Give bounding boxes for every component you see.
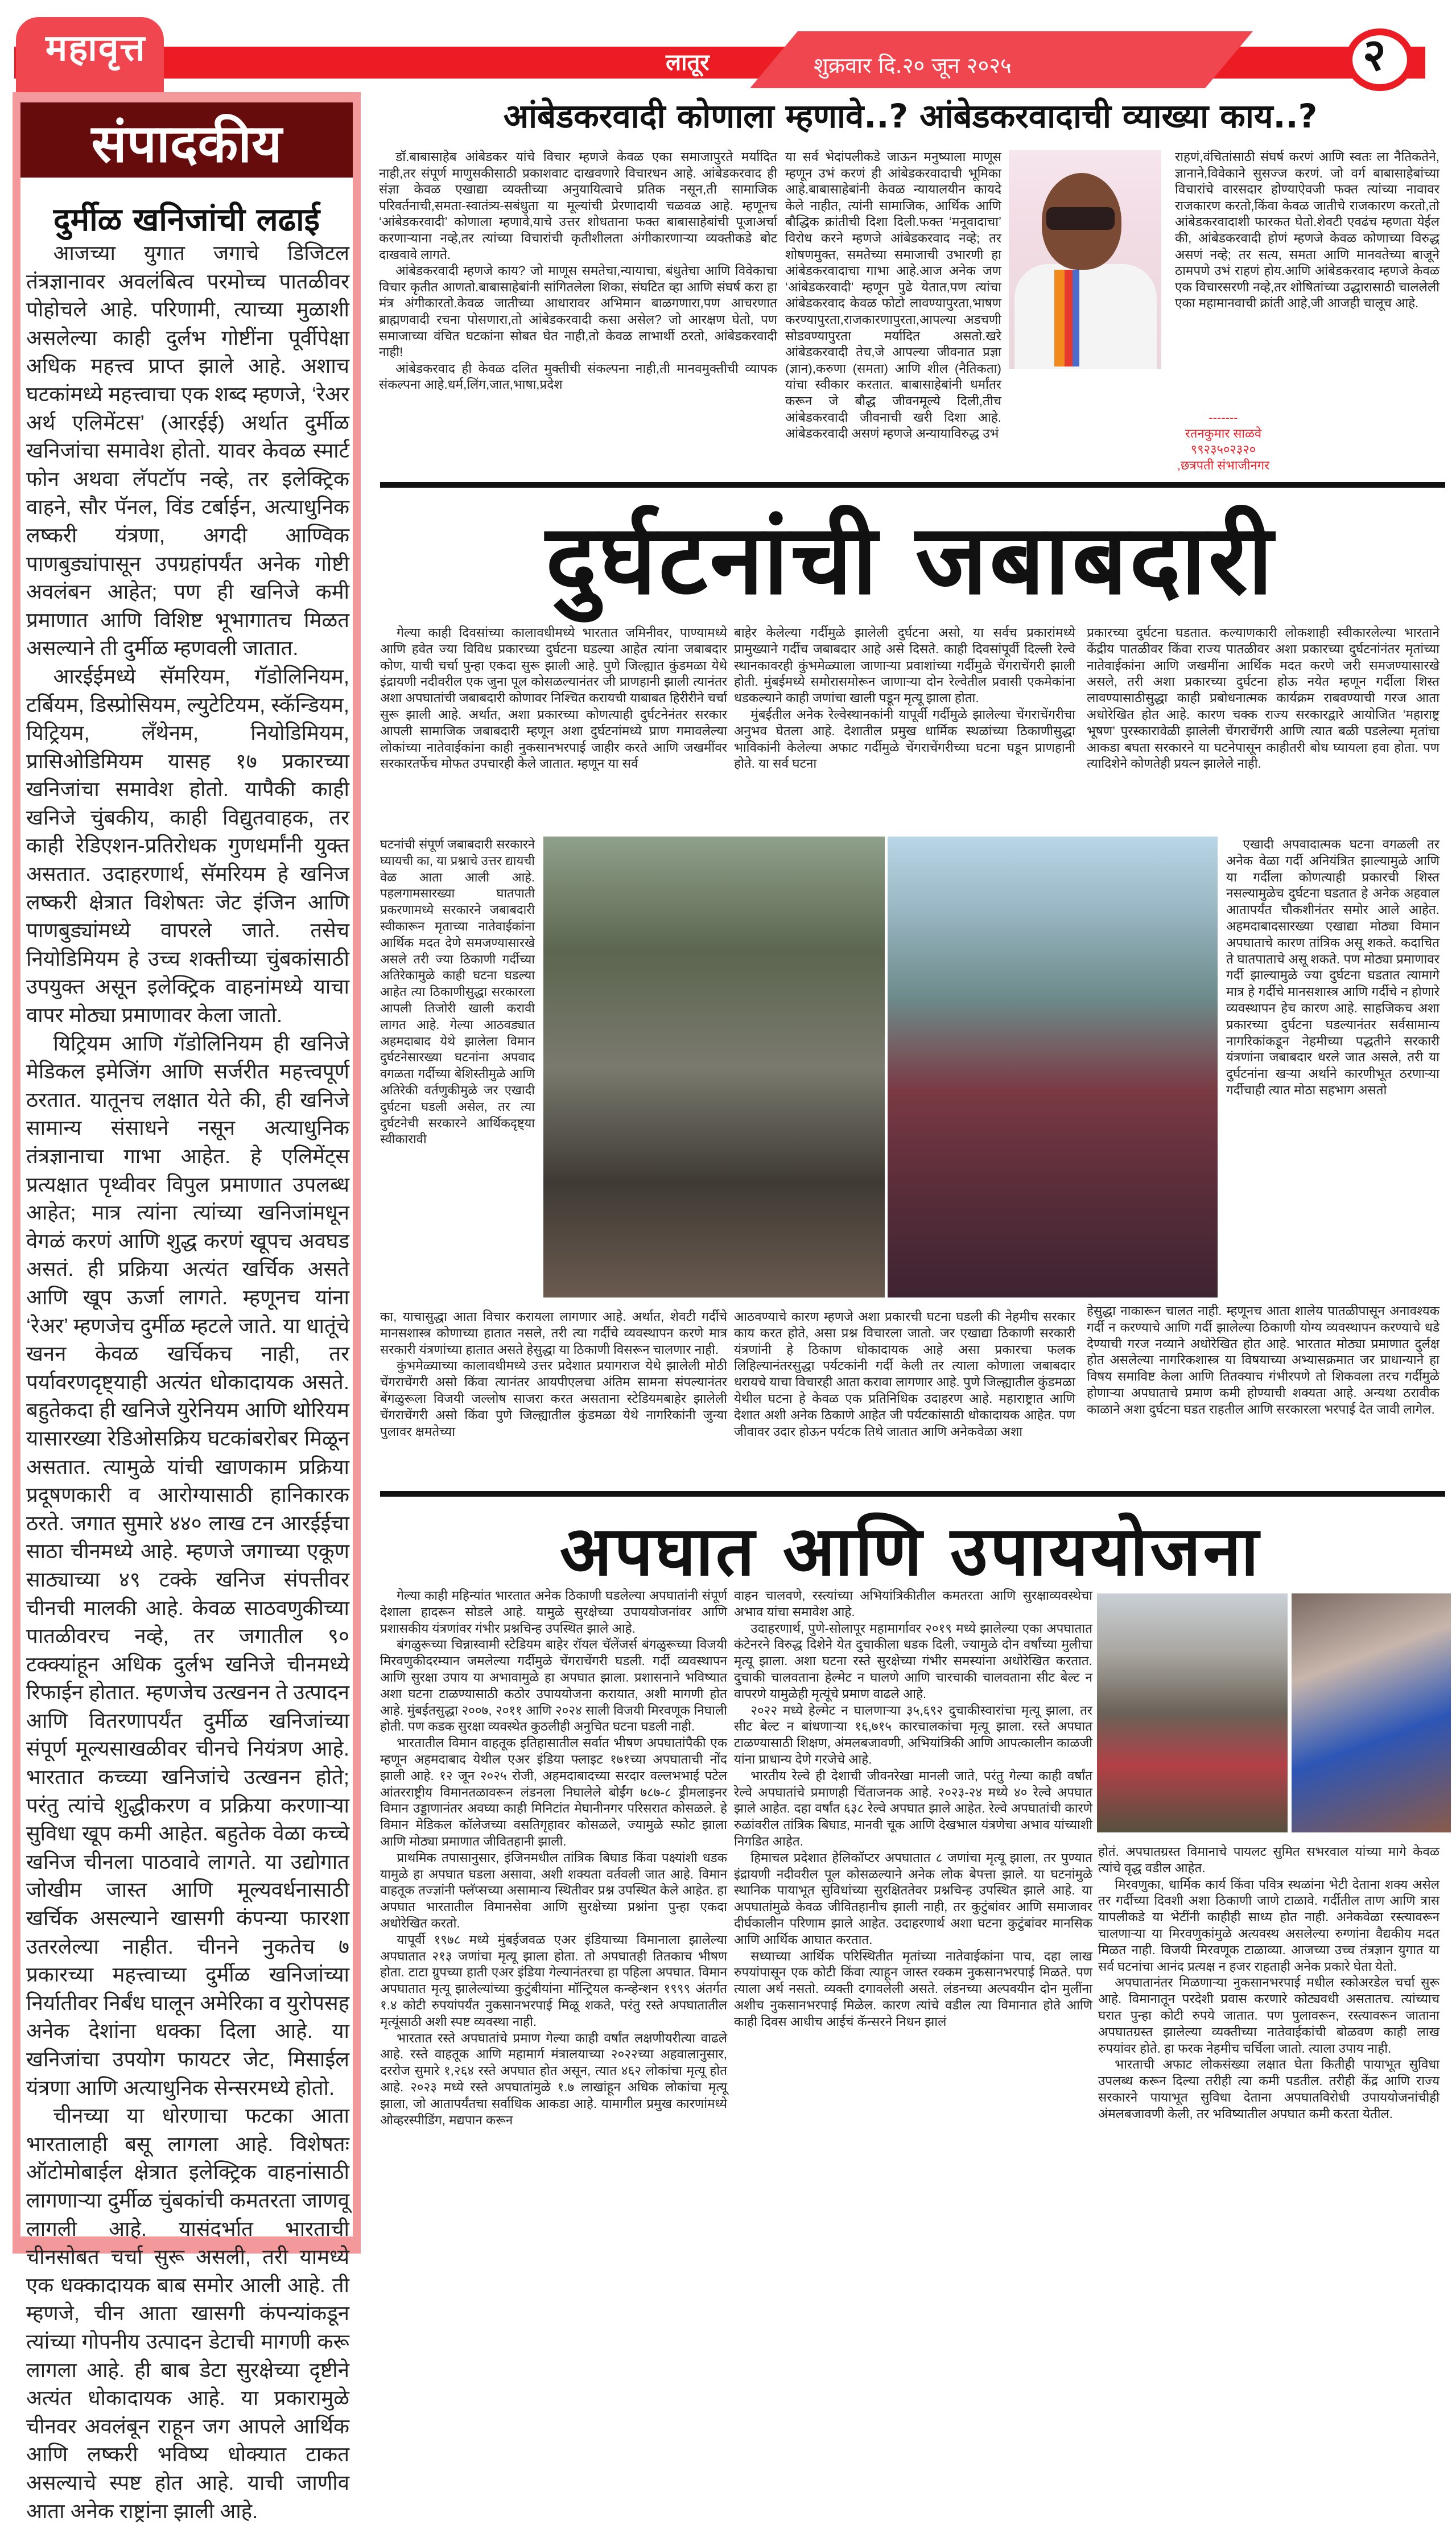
article-ambedkar-column-3 [1175,149,1439,312]
paragraph: कुंभमेळ्याच्या कालावधीमध्ये उत्तर प्रदेशात प्रयागराज येथे झालेली मोठी चेंगराचेंगरी असो किंवा त्यानंतर आयपीएलचा अंतिम सामना संपल्यानंतर बेंगळुरूला विजयी जल्लोष साजरा करत असताना स्टेडियमबाहेर झालेली चेंगराचेंगरी असो किंवा पुणे जिल्ह्यातील कुंडमळा येथे नागरिकांनी जुन्या पुलावर क्षमतेच्या [380,1358,727,1439]
kumbh-crowd-photo [888,837,1218,1297]
paragraph: घटनांची संपूर्ण जबाबदारी सरकारने घ्यायची का, या प्रश्नाचे उत्तर द्यायची वेळ आता आली आहे. पहलगामसारख्या घातपाती प्रकरणामध्ये सरकारने जबाबदारी स्वीकारून मृताच्या नातेवाईकांना आर्थिक मदत देणे समजण्यासारखे असले तरी ज्या ठिकाणी गर्दीच्या अतिरेकामुळे काही घटना घडल्या आहेत त्या ठिकाणीसुद्धा सरकारला आपली तिजोरी खाली करावी लागत आहे. गेल्या आठवड्यात अहमदाबाद येथे झालेला विमान दुर्घटनेसारख्या घटनांना अपवाद वगळता गर्दीच्या बेशिस्तीमुळे आणि अतिरेकी वर्तणुकीमुळे जर एखादी दुर्घटना घडली असेल, तर त्या दुर्घटनेची सरकारने आर्थिकदृष्ट्या स्वीकारावी [380,837,535,1147]
section-divider [380,482,1445,488]
paragraph: हेसुद्धा नाकारून चालत नाही. म्हणूनच आता शालेय पातळीपासून अनावश्यक गर्दी न करण्याचे आणि गर्दी झालेल्या ठिकाणी योग्य व्यवस्थापन करण्याचे धडे देण्याची गरज नव्याने अधोरेखित होत आहे. भारतात मोठ्या प्रमाणात दुर्लक्ष होत असलेल्या नागरिकशास्त्र या विषयाच्या अभ्यासक्रमात जर प्राधान्याने हा विषय समाविष्ट केला आणि तितक्याच गंभीरपणे तो शिकवला तरच गर्दीमुळे होणाऱ्या अपघाताचे प्रमाण कमी होण्याची शक्यता आहे. अन्यथा ठरावीक काळाने अशा दुर्घटना घडत राहतील आणि सरकारला भरपाई देत जावी लागेल. [1087,1304,1439,1416]
author-place: ,छत्रपती संभाजीनगर [1177,458,1270,472]
paragraph: भारतात रस्ते अपघातांचे प्रमाण गेल्या काही वर्षांत लक्षणीयरीत्या वाढले आहे. रस्ते वाहतूक आणि महामार्ग मंत्रालयाच्या २०२२च्या अहवालानुसार, दररोज सुमारे १,२६४ रस्ते अपघात होत असून, त्यात ४६२ लोकांचा मृत्यू होत आहे. २०२३ मध्ये रस्ते अपघातांमुळे १.७ लाखांहून अधिक लोकांचा मृत्यू झाला, जो आतापर्यंतचा सर्वाधिक आकडा आहे. यामागील प्रमुख कारणांमध्ये ओव्हरस्पीडिंग, मद्यपान करून [380,2030,727,2127]
paragraph: का, याचासुद्धा आता विचार करायला लागणार आहे. अर्थात, शेवटी गर्दीचे मानसशास्त्र कोणाच्या हातात नसले, तरी त्या गर्दीचे व्यवस्थापन करणे मात्र सरकारी यंत्रणांच्या हातात असते हेसुद्धा या ठिकाणी विसरून चालणार नाही. [380,1309,727,1357]
article-ambedkar-column-1 [379,149,777,393]
paragraph: होतं. अपघातग्रस्त विमानाचे पायलट सुमित सभरवाल यांच्या मागे केवळ त्यांचे वृद्ध वडील आहेत. [1098,1844,1439,1875]
paragraph: भारतातील विमान वाहतूक इतिहासातील सर्वात भीषण अपघातांपैकी एक म्हणून अहमदाबाद येथील एअर इंडिया फ्लाइट १७१च्या अपघाताची नोंद झाली आहे. १२ जून २०२५ रोजी, अहमदाबादच्या सरदार वल्लभभाई पटेल आंतरराष्ट्रीय विमानतळावरून लंडनला निघालेले बोईंग ७८७-८ ड्रीमलाइनर विमान उड्डाणानंतर अवघ्या काही मिनिटांत मेघानीनगर परिसरात कोसळले. हे विमान मेडिकल कॉलेजच्या वसतिगृहावर कोसळले, ज्यामुळे स्फोट झाला आणि मोठ्या प्रमाणात जीवितहानी झाली. [380,1736,727,1848]
paragraph: हिमाचल प्रदेशात हेलिकॉप्टर अपघातात ८ जणांचा मृत्यू झाला, तर पुण्यात इंद्रायणी नदीवरील पूल कोसळल्याने अनेक लोक बेपत्ता झाले. या घटनांमुळे स्थानिक पायाभूत सुविधांच्या सुरक्षिततेवर प्रश्नचिन्ह उपस्थित झाले आहे. या अपघातांमुळे केवळ जीवितहानीच झाली नाही, तर कुटुंबांवर आणि समाजावर दीर्घकालीन परिणाम झाले आहेत. उदाहरणार्थ अशा घटना कुटुंबांवर मानसिक आणि आर्थिक आघात करतात. [734,1850,1092,1947]
paragraph: उदाहरणार्थ, पुणे-सोलापूर महामार्गावर २०१९ मध्ये झालेल्या एका अपघातात कंटेनरने विरुद्ध दिशेने येत दुचाकीला धडक दिली, ज्यामुळे दोन वर्षांच्या मुलीचा मृत्यू झाला. अशा घटना रस्ते सुरक्षेच्या गंभीर समस्यांना अधोरेखित करतात. दुचाकी चालवताना हेल्मेट न घालणे आणि चारचाकी चालवताना सीट बेल्ट न वापरणे यामुळेही मृत्यूंचे प्रमाण वाढले आहे. [734,1621,1092,1701]
author-credit [1166,410,1280,473]
article-responsibility-column-2-bottom [734,1309,1075,1440]
bridge-collapse-photo [543,837,885,1297]
paragraph: २०२२ मध्ये हेल्मेट न घालणाऱ्या ३५,६९२ दुचाकीस्वारांचा मृत्यू झाला, तर सीट बेल्ट न बांधणाऱ्या १६,७१५ कारचालकांचा मृत्यू झाला. रस्ते अपघात टाळण्यासाठी शिक्षण, अंमलबजावणी, अभियांत्रिकी आणि आपत्कालीन काळजी यांना प्राधान्य देणे गरजेचे आहे. [734,1703,1092,1766]
paragraph: वाहन चालवणे, रस्त्यांच्या अभियांत्रिकीतील कमतरता आणि सुरक्षाव्यवस्थेचा अभाव यांचा समावेश आहे. [734,1588,1092,1619]
editorial-paragraph: आरईईमध्ये सॅमरियम, गॅडोलिनियम, टर्बियम, डिस्प्रोसियम, ल्युटेटियम, स्कॅन्डियम, यिट्रियम, लॅंथेनम, नियोडिमियम, प्रासिओडिमियम यासह १७ प्रकारच्या खनिजांचा समावेश होतो. यापैकी काही खनिजे चुंबकीय, काही विद्युतवाहक, तर काही रेडिएशन-प्रतिरोधक गुणधर्मांनी युक्त असतात. उदाहरणार्थ, सॅमरियम हे खनिज लष्करी क्षेत्रात विशेषतः जेट इंजिन आणि पाणबुड्यांमध्ये वापरले जाते. तसेच नियोडिमियम हे उच्च शक्तीच्या चुंबकांसाठी उपयुक्त असून इलेक्ट्रिक वाहनांमध्ये याचा वापर मोठ्या प्रमाणावर केला जातो. [26,664,349,1027]
paragraph: सध्याच्या आर्थिक परिस्थितीत मृतांच्या नातेवाईकांना पाच, दहा लाख रुपयांपासून एक कोटी किंवा त्याहून जास्त रक्कम नुकसानभरपाई मिळते. पण त्याला अर्थ नसतो. व्यक्ती दगावलेली असते. लंडनच्या अल्पवयीन दोन मुलींना अशीच नुकसानभरपाई मिळेल. कारण त्यांचे वडील त्या विमानात होते आणि काही दिवस आधीच आईचं कॅन्सरने निधन झालं [734,1949,1092,2029]
paragraph: अपघातानंतर मिळणाऱ्या नुकसानभरपाई मधील स्कोअरडेल चर्चा सुरू आहे. विमानातून परदेशी प्रवास करणारे कोट्यवधी असतातच. त्यांच्याच घरात पुन्हा कोटी रुपये जातात. पण पुलावरून, रस्त्यावरून जाताना अपघातग्रस्त झालेल्या व्यक्तीच्या नातेवाईकांची बोळवण काही लाख रुपयांवर होते. हा फरक नेहमीच चर्चिला जातो. त्याला उपाय नाही. [1098,1975,1439,2056]
paragraph: आंबेडकरवाद ही केवळ दलित मुक्तीची संकल्पना नाही,ती मानवमुक्तीची व्यापक संकल्पना आहे.धर्म,लिंग,जात,भाषा,प्रदेश [379,361,777,392]
newspaper-logo: महावृत्त [46,27,146,69]
article-responsibility-headline: दुर्घटनांची जबाबदारी [545,504,1276,616]
paragraph: या सर्व भेदांपलीकडे जाऊन मनुष्याला माणूस म्हणून उभं करणं ही आंबेडकरवादाची भूमिका आहे.बाबासाहेबांनी केवळ न्यायालयीन कायदे केले नाहीत, त्यांनी सामाजिक, आर्थिक आणि बौद्धिक क्रांतीची दिशा दिली.फक्त ‘मनूवादाचा’ विरोध करने म्हणजे आंबेडकरवाद नव्हे; तर शोषणमुक्त, समतेच्या समाजाची उभारणी हा आंबेडकरवादाचा गाभा आहे.आज अनेक जण ‘आंबेडकरवादी’ म्हणून पुढे येतात,पण त्यांचा आंबेडकरवाद केवळ फोटो लावण्यापुरता,भाषण करण्यापुरता,राजकारणापुरता,आपल्या अडचणी सोडवण्यापुरता मर्यादित असतो.खरे आंबेडकरवादी तेच,जे आपल्या जीवनात प्रज्ञा (ज्ञान),करुणा (समता) आणि शील (नैतिकता) यांचा स्वीकार करतात. बाबासाहेबांनी धर्मांतर करून जे बौद्ध जीवनमूल्ये दिली,तीच आंबेडकरवादी जीवनाची खरी दिशा आहे. आंबेडकरवादी असणं म्हणजे अन्यायाविरुद्ध उभं [785,150,1001,441]
page-number: २ [1363,30,1386,81]
separator-dashes: ------- [1208,410,1238,425]
editorial-section-label: संपादकीय [91,113,282,174]
edition-city: लातूर [666,50,710,76]
paragraph: आंबेडकरवादी म्हणजे काय? जो माणूस समतेचा,न्यायाचा, बंधुतेचा आणि विवेकाचा विचार कृतीत आणतो.बाबासाहेबांनी सांगितलेला शिका, संघटित व्हा आणि संघर्ष करा हा मंत्र अंगीकारतो.केवळ जातीच्या आधारावर अभिमान बाळगणारा,पण आचरणात ब्राह्मणवादी रचना पोसणारा,तो आंबेडकरवादी कसा असेल? जो आरक्षण घेतो, पण समाजाच्या वंचित घटकांना सोबत घेत नाही,तो केवळ लाभार्थी ठरतो, आंबेडकरवादी नाही! [379,263,777,360]
author-phone: ९९२३५०२३२० [1190,442,1256,456]
article-responsibility-column-3-top [1087,625,1439,772]
paragraph: यापूर्वी १९७८ मध्ये मुंबईजवळ एअर इंडियाच्या विमानाला झालेल्या अपघातात २१३ जणांचा मृत्यू झाला होता. तो अपघातही तितकाच भीषण होता. टाटा ग्रुपच्या हाती एअर इंडिया गेल्यानंतरचा हा पहिला अपघात. विमान अपघातात मृत्यू झालेल्यांच्या कुटुंबीयांना मॉन्ट्रियल कन्व्हेन्शन १९९९ अंतर्गत १.४ कोटी रुपयांपर्यंत नुकसानभरपाई मिळू शकते, परंतु रस्ते अपघातातील मृत्यूंसाठी अशी स्पष्ट व्यवस्था नाही. [380,1932,727,2029]
paragraph: एखादी अपवादात्मक घटना वगळली तर अनेक वेळा गर्दी अनियंत्रित झाल्यामुळे आणि या गर्दीला कोणत्याही प्रकारची शिस्त नसल्यामुळेच दुर्घटना घडतात हे अनेक अहवाल आतापर्यंत चौकशीनंतर समोर आले आहेत. अहमदाबादसारख्या एखाद्या मोठ्या विमान अपघाताचे कारण तांत्रिक असू शकते. कदाचित ते घातपाताचे असू शकते. पण मोठ्या प्रमाणावर गर्दी झाल्यामुळे ज्या दुर्घटना घडतात त्यामागे मात्र हे गर्दीचे मानसशास्त्र आणि गर्दीचे न होणारे व्यवस्थापन हेच कारण आहे. साहजिकच अशा प्रकारच्या दुर्घटना घडल्यानंतर सर्वसामान्य नागरिकांकडून नेहमीच्या पद्धतीने सरकारी यंत्रणांना जबाबदार धरले जात असले, तरी या दुर्घटनांना खऱ्या अर्थाने कारणीभूत ठरणाऱ्या गर्दीचाही त्यात मोठा सहभाग असतो [1226,837,1439,1097]
paragraph: प्राथमिक तपासानुसार, इंजिनमधील तांत्रिक बिघाड किंवा पक्ष्यांशी धडक यामुळे हा अपघात घडला असावा, अशी शक्यता वर्तवली जात आहे. विमान वाहतूक तज्ज्ञांनी फ्लॅप्सच्या असामान्य स्थितीवर प्रश्न उपस्थित केले आहेत. हा अपघात भारतातील विमानसेवा आणि सुरक्षेच्या प्रश्नांना पुन्हा एकदा अधोरेखित करतो. [380,1850,727,1930]
article-accidents-column-3 [1098,1844,1439,2123]
editorial-headline: दुर्मीळ खनिजांची लढाई [53,201,320,238]
editorial-body [26,239,349,2525]
author-name: रतनकुमार साळवे [1185,426,1262,440]
paragraph: बंगळुरूच्या चिन्नास्वामी स्टेडियम बाहेर रॉयल चॅलेंजर्स बंगळुरूच्या विजयी मिरवणुकीदरम्यान जमलेल्या गर्दीमुळे चेंगराचेंगरी घडली. गर्दी व्यवस्थापन आणि सुरक्षा उपाय या अभावामुळे हा अपघात झाला. प्रशासनाने भविष्यात अशा घटना टाळण्यासाठी कठोर उपाययोजना करायात, अशी मागणी होत आहे. मुंबईतसुद्धा २००७, २०११ आणि २०२४ साली विजयी मिरवणूक निघाली होती. पण कडक सुरक्षा व्यवस्थेत कुठलीही अनुचित घटना घडली नाही. [380,1637,727,1734]
article-responsibility-column-2-top [734,625,1075,772]
paragraph: डॉ.बाबासाहेब आंबेडकर यांचे विचार म्हणजे केवळ एका समाजापुरते मर्यादित नाही,तर संपूर्ण माणुसकीसाठी प्रकाशवाट दाखवणारे विचारधन आहे. आंबेडकरवाद ही संज्ञा केवळ एखाद्या व्यक्तीच्या अनुयायित्वाचे प्रतिक नसून,ती सामाजिक परिवर्तनाची,समता-स्वातंत्र्य-सबंधुता या मूल्यांची प्रेरणादायी चळवळ आहे. म्हणूनच ‘आंबेडकरवादी’ कोणाला म्हणावे,याचे उत्तर शोधताना फक्त बाबासाहेबांची पूजाअर्चा करणाऱ्याना नव्हे,तर त्यांच्या विचारांची कृतीशीलता अंगीकारणाऱ्या व्यक्तीकडे बोट दाखवावे लागते. [379,150,777,262]
article-accidents-column-2 [734,1588,1092,2030]
paragraph: गेल्या काही महिन्यांत भारतात अनेक ठिकाणी घडलेल्या अपघातांनी संपूर्ण देशाला हादरून सोडले आहे. यामुळे सुरक्षेच्या उपाययोजनांवर आणि प्रशासकीय यंत्रणांवर गंभीर प्रश्नचिन्ह उपस्थित झाले आहे. [380,1588,727,1636]
paragraph: आठवण्याचे कारण म्हणजे अशा प्रकारची घटना घडली की नेहमीच सरकार काय करत होते, असा प्रश्न विचारला जातो. जर एखाद्या ठिकाणी सरकारी यंत्रणांनी हे ठिकाण धोकादायक आहे असा प्रकारचा फलक लिहिल्यानंतरसुद्धा पर्यटकांनी गर्दी केली तर त्याला कोणाला जबाबदार धरायचे याचा विचारही आता करावा लागणार आहे. पुणे जिल्ह्यातील कुंडमळा येथील घटना हे केवळ एक प्रतिनिधिक उदाहरण आहे. महाराष्ट्रात आणि देशात अशी अनेक ठिकाणे आहेत जी पर्यटकांसाठी धोकादायक आहेत. पण जीवावर उदार होऊन पर्यटक तिथे जातात आणि अनेकवेळा अशा [734,1309,1075,1439]
paragraph: भारतीय रेल्वे ही देशाची जीवनरेखा मानली जाते, परंतु गेल्या काही वर्षांत रेल्वे अपघातांचे प्रमाणही चिंताजनक आहे. २०२३-२४ मध्ये ४० रेल्वे अपघात झाले आहेत. दहा वर्षांत ६३८ रेल्वे अपघात झाले आहेत. रेल्वे अपघातांची कारणे रुळांवरील तांत्रिक बिघाड, मानवी चूक आणि देखभाल यंत्रणेचा अभाव यांच्याशी निगडित आहेत. [734,1768,1092,1848]
issue-date: शुक्रवार दि.२० जून २०२५ [814,53,1012,78]
editorial-paragraph: आजच्या युगात जगाचे डिजिटल तंत्रज्ञानावर अवलंबित्व परमोच्च पातळीवर पोहोचले आहे. परिणामी, त्याच्या मुळाशी असलेल्या काही दुर्लभ गोष्टींना पूर्वीपेक्षा अधिक महत्त्व प्राप्त झाले आहे. अशाच घटकांमध्ये महत्त्वाचा एक शब्द म्हणजे, ‘रेअर अर्थ एलिमेंटस’ (आरईई) अर्थात दुर्मीळ खनिजांचा समावेश होतो. यावर केवळ स्मार्ट फोन अथवा लॅपटॉप नव्हे, तर इलेक्ट्रिक वाहने, सौर पॅनल, विंड टर्बाईन, अत्याधुनिक लष्करी यंत्रणा, अगदी आण्विक पाणबुड्यांपासून उपग्रहांपर्यंत अनेक गोष्टी अवलंबन आहेत; पण ही खनिजे कमी प्रमाणात आणि विशिष्ट भूभागातच मिळत असल्याने ती दुर्मीळ म्हणवली जातात. [26,241,349,660]
editorial-paragraph: यिट्रियम आणि गॅडोलिनियम ही खनिजे मेडिकल इमेजिंग आणि सर्जरीत महत्त्वपूर्ण ठरतात. यातूनच लक्षात येते की, ही खनिजे सामान्य संसाधने नसून अत्याधुनिक तंत्रज्ञानाचा गाभा आहेत. हे एलिमेंट्स प्रत्यक्षात पृथ्वीवर विपुल प्रमाणात उपलब्ध आहेत; मात्र त्यांना त्यांच्या खनिजांमधून वेगळं करणं आणि शुद्ध करणं खूपच अवघड असतं. ही प्रक्रिया अत्यंत खर्चिक असते आणि खूप ऊर्जा लागते. म्हणूनच यांना ‘रेअर’ म्हणजेच दुर्मीळ म्हटले जाते. या धातूंचे खनन केवळ खर्चिकच नाही, तर पर्यावरणदृष्ट्याही अत्यंत धोकादायक असते. बहुतेकदा ही खनिजे युरेनियम आणि थोरियम यासारख्या रेडिओसक्रिय घटकांबरोबर मिळून असतात. त्यामुळे यांची खाणकाम प्रक्रिया प्रदूषणकारी व आरोग्यासाठी हानिकारक ठरते. जगात सुमारे ४४० लाख टन आरईईचा साठा चीनमध्ये आहे. म्हणजे जगाच्या एकूण साठ्याच्या ४९ टक्के खनिज संपत्तीवर चीनची मालकी आहे. केवळ साठवणुकीच्या पातळीवरच नव्हे, तर जगातील ९० टक्क्यांहून अधिक दुर्लभ खनिजे चीनमध्ये रिफाईन होतात. म्हणजेच उत्खनन ते उत्पादन आणि वितरणापर्यंत दुर्मीळ खनिजांच्या संपूर्ण मूल्यसाखळीवर चीनचे नियंत्रण आहे. भारतात कच्च्या खनिजांचे उत्खनन होते; परंतु त्यांचे शुद्धीकरण व प्रक्रिया करणाऱ्या सुविधा खूप कमी आहेत. बहुतेक वेळा कच्चे खनिज चीनला पाठवावे लागते. या उद्योगात जोखीम जास्त आणि मूल्यवर्धनासाठी खर्चिक असल्याने खासगी कंपन्या फारशा उतरलेल्या नाहीत. चीनने नुकतेच ७ प्रकारच्या महत्त्वाच्या दुर्मीळ खनिजांच्या निर्यातीवर निर्बंध घालून अमेरिका व युरोपसह अनेक देशांना धक्का दिला आहे. या खनिजांचा उपयोग फायटर जेट, मिसाईल यंत्रणा आणि अत्याधुनिक सेन्सरमध्ये होतो. [26,1031,349,2099]
article-ambedkar-headline: आंबेडकरवादी कोणाला म्हणावे..? आंबेडकरवादाची व्याख्या काय..? [503,97,1318,135]
section-divider [380,1491,1445,1497]
paragraph: मिरवणुका, धार्मिक कार्य किंवा पवित्र स्थळांना भेटी देताना शक्य असेल तर गर्दीच्या दिवशी अशा ठिकाणी जाणे टाळावे. गर्दीतील ताण आणि त्रास यापलीकडे या भेटींनी काहीही साध्य होत नाही. अनेकवेळा रस्त्यावरून चालणाऱ्या या मिरवणुकांमुळे अत्यवस्थ असलेल्या रुग्णांना वैद्यकीय मदत मिळत नाही. विजयी मिरवणूक टाळाव्या. आजच्या उच्च तंत्रज्ञान युगात या सर्व घटनांचा आनंद प्रत्यक्ष न हजर राहताही अनेक प्रकारे घेता येतो. [1098,1877,1439,1974]
article-responsibility-column-1-bottom [380,1309,727,1440]
author-portrait-photo [1009,150,1161,369]
article-accidents-headline: अपघात आणि उपाययोजना [559,1512,1261,1591]
plane-crash-photo [1097,1593,1288,1832]
paragraph: प्रकारच्या दुर्घटना घडतात. कल्याणकारी लोकशाही स्वीकारलेल्या भारताने केंद्रीय पातळीवर किंवा राज्य पातळीवर अशा प्रकारच्या दुर्घटनांनंतर मृतांच्या नातेवाईकांना आणि जखमींना आर्थिक मदत करणे जरी समजण्यासारखे असले, तरी अशा प्रकारच्या दुर्घटना होऊ नयेत म्हणून गर्दीला शिस्त लावण्यासाठीसुद्धा काही प्रबोधनात्मक कार्यक्रम राबवण्याची गरज आता अधोरेखित होत आहे. कारण चक्क राज्य सरकारद्वारे आयोजित ‘महाराष्ट्र भूषण’ पुरस्कारावेळी झालेली चेंगराचेंगरी आणि त्यात बळी पडलेल्या मृतांचा आकडा बघता सरकारने या घटनेपासून काहीतरी बोध घ्यायला हवा होता. पण त्यादिशेने कोणतेही प्रयत्न झालेले नाही. [1087,625,1439,771]
paragraph: बाहेर केलेल्या गर्दीमुळे झालेली दुर्घटना असो, या सर्वच प्रकारांमध्ये प्रामुख्याने गर्दीच जबाबदार आहे असे दिसते. काही दिवसांपूर्वी दिल्ली रेल्वे स्थानकावरही कुंभमेळ्याला जाणाऱ्या प्रवाशांच्या गर्दीमुळे चेंगराचेंगरी झाली होती. मुंबईमध्ये समोरासमोरून जाणाऱ्या दोन रेल्वेतील प्रवासी एकमेकांना धडकल्याने काही जणांचा खाली पडून मृत्यू झाला होता. [734,625,1075,706]
article-responsibility-column-1-top [380,625,727,772]
article-responsibility-column-3-bottom [1087,1303,1439,1418]
editorial-paragraph: चीनच्या या धोरणाचा फटका आता भारतालाही बसू लागला आहे. विशेषतः ऑटोमोबाईल क्षेत्रात इलेक्ट्रिक वाहनांसाठी लागणाऱ्या दुर्मीळ चुंबकांची कमतरता जाणवू लागली आहे. यासंदर्भात भारताची चीनसोबत चर्चा सुरू असली, तरी यामध्ये एक धक्कादायक बाब समोर आली आहे. ती म्हणजे, चीन आता खासगी कंपन्यांकडून त्यांच्या गोपनीय उत्पादन डेटाची मागणी करू लागला आहे. ही बाब डेटा सुरक्षेच्या दृष्टीने अत्यंत धोकादायक आहे. या प्रकारामुळे चीनवर अवलंबून राहून जग आपले आर्थिक आणि लष्करी भविष्य धोक्यात टाकत असल्याचे स्पष्ट होत आहे. याची जाणीव आता अनेक राष्ट्रांना झाली आहे. [26,2104,349,2523]
article-responsibility-column-3-narrow [1226,837,1439,1099]
article-ambedkar-column-2 [785,149,1001,442]
article-accidents-column-1 [380,1588,727,2128]
paragraph: गेल्या काही दिवसांच्या कालावधीमध्ये भारतात जमिनीवर, पाण्यामध्ये आणि हवेत ज्या विविध प्रकारच्या दुर्घटना घडल्या आहेत त्यांना जबाबदार कोण, याची चर्चा पुन्हा एकदा सुरू झाली आहे. पुणे जिल्ह्यात कुंडमळा येथे इंद्रायणी नदीवरील एक जुना पूल कोसळल्यानंतर जी प्राणहानी झाली त्यानंतर अशा अपघातांची जबाबदारी कोणावर निश्चित करायची याबाबत हिरीरीने चर्चा सुरू झाली आहे. अर्थात, अशा प्रकारच्या कोणत्याही दुर्घटनेनंतर सरकार आपली सामाजिक जबाबदारी म्हणून अशा दुर्घटनांमध्ये प्राण गमावलेल्या लोकांच्या नातेवाईकांना काही नुकसानभरपाई जाहीर करते आणि जखमींवर सरकारतर्फेच मोफत उपचारही केले जातात. म्हणून या सर्व [380,625,727,771]
article-responsibility-column-1-narrow [380,837,535,1148]
paragraph: राहणं,वंचितांसाठी संघर्ष करणं आणि स्वतः ला नैतिकतेने, ज्ञानाने,विवेकाने सुसज्ज करणं. जो वर्ग बाबासाहेबांच्या विचारांचे वारसदार होण्याऐवजी फक्त त्यांच्या नावावर राजकारण करतो,किंवा केवळ जातीचे राजकारण करतो,तो आंबेडकरवादाशी फारकत घेतो.शेवटी एवढंच म्हणता येईल की, आंबेडकरवादी होणं म्हणजे केवळ कोणाच्या विरुद्ध असणं नव्हे; तर सत्य, समता आणि मानवतेच्या बाजूने ठामपणे उभं राहणं होय.आणि आंबेडकरवाद म्हणजे केवळ एक विचारसरणी नव्हे,तर शोषितांच्या उद्धारासाठी चाललेली एका महामानवाची क्रांती आहे,जी आजही चालूच आहे. [1175,150,1439,311]
paragraph: मुंबईतील अनेक रेल्वेस्थानकांनी यापूर्वी गर्दीमुळे झालेल्या चेंगराचेंगरीचा अनुभव घेतला आहे. देशातील प्रमुख धार्मिक स्थळांच्या ठिकाणीसुद्धा भाविकांनी केलेल्या अफाट गर्दीमुळे चेंगराचेंगरीच्या घटना घडून प्राणहानी होते. या सर्व घटना [734,707,1075,771]
rescue-scene-photo [1292,1593,1451,1832]
paragraph: भारताची अफाट लोकसंख्या लक्षात घेता कितीही पायाभूत सुविधा उपलब्ध करून दिल्या तरीही त्या कमी पडतील. तरीही केंद्र आणि राज्य सरकारने पायाभूत सुविधा देताना अपघातविरोधी उपाययोजनांचीही अंमलबजावणी केली, तर भविष्यातील अपघात कमी करता येतील. [1098,2057,1439,2121]
